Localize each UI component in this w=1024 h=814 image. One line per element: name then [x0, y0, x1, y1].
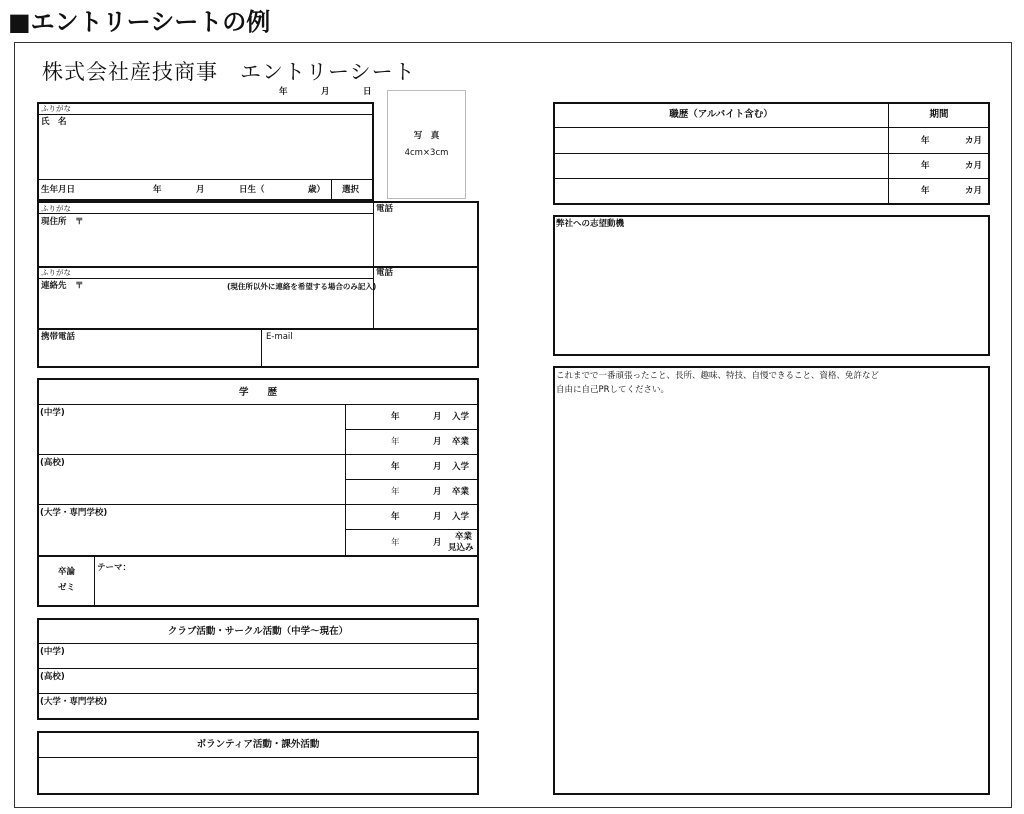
- education-header: 学 歴: [238, 387, 277, 398]
- club-row-university[interactable]: (大学・専門学校): [40, 697, 108, 707]
- age-label: 歳）: [308, 185, 326, 195]
- school-status: 卒業: [452, 437, 470, 447]
- birthdate-label: 生年月日: [41, 185, 76, 195]
- contact-label: 連絡先 〒: [41, 281, 84, 291]
- school-status: 入学: [452, 412, 470, 422]
- theme-label: テーマ：: [97, 563, 132, 573]
- school-status: 入学: [452, 462, 470, 472]
- school-year: 年: [391, 538, 400, 548]
- school-year: 年: [391, 412, 400, 422]
- school-label-high: (高校): [40, 458, 65, 468]
- birth-month-label: 月: [196, 185, 205, 195]
- clubs-header: クラブ活動・サークル活動（中学～現在）: [167, 626, 349, 637]
- page-heading: ■エントリーシートの例: [8, 8, 271, 36]
- school-month: 月: [433, 512, 442, 522]
- phone-label: 電話: [376, 204, 394, 214]
- work-header: 職歴（アルバイト含む）: [669, 109, 773, 120]
- school-year: 年: [391, 462, 400, 472]
- seminar-label: ゼミ: [58, 583, 76, 593]
- school-status: 卒業: [455, 532, 473, 542]
- school-month: 月: [433, 487, 442, 497]
- school-month: 月: [433, 437, 442, 447]
- school-year: 年: [391, 437, 400, 447]
- photo-box[interactable]: [387, 90, 466, 199]
- volunteer-header: ボランティア活動・課外活動: [196, 739, 320, 750]
- self-pr-box[interactable]: [553, 366, 990, 795]
- date-month-label: 月: [321, 87, 330, 97]
- work-year: 年: [921, 161, 930, 171]
- club-row-high[interactable]: (高校): [40, 672, 65, 682]
- sheet-title: 株式会社産技商事 エントリーシート: [42, 60, 416, 84]
- date-year-label: 年: [279, 87, 288, 97]
- work-year: 年: [921, 136, 930, 146]
- phone2-label: 電話: [376, 268, 394, 278]
- thesis-label: 卒論: [58, 567, 76, 577]
- contact-note: (現住所以外に連絡を希望する場合のみ記入): [227, 282, 377, 291]
- school-month: 月: [433, 538, 442, 548]
- birth-day-label: 日生（: [239, 185, 265, 195]
- club-row-junior[interactable]: (中学): [40, 647, 65, 657]
- self-pr-line1: これまでで一番頑張ったこと、長所、趣味、特技、自慢できること、資格、免許など: [556, 371, 880, 381]
- school-status-expected: 見込み: [448, 543, 474, 553]
- school-label-university: (大学・専門学校): [40, 508, 108, 518]
- photo-size: 4cm×3cm: [404, 148, 449, 158]
- school-month: 月: [433, 412, 442, 422]
- school-year: 年: [391, 487, 400, 497]
- photo-title: 写 真: [413, 131, 440, 141]
- furigana-address-label: ふりがな: [41, 204, 71, 213]
- work-year: 年: [921, 186, 930, 196]
- self-pr-line2: 自由に自己PRしてください。: [556, 385, 670, 395]
- school-month: 月: [433, 462, 442, 472]
- address-label: 現住所 〒: [41, 217, 84, 227]
- work-period-header: 期間: [929, 109, 949, 120]
- work-months: カ月: [965, 161, 983, 171]
- furigana-contact-label: ふりがな: [41, 268, 71, 277]
- birth-year-label: 年: [153, 185, 162, 195]
- school-year: 年: [391, 512, 400, 522]
- work-months: カ月: [965, 136, 983, 146]
- date-day-label: 日: [363, 87, 372, 97]
- furigana-label: ふりがな: [41, 104, 71, 113]
- email-label: E-mail: [266, 332, 293, 342]
- gender-select[interactable]: 選択: [342, 185, 360, 195]
- motivation-label: 弊社への志望動機: [556, 219, 625, 229]
- motivation-box[interactable]: [553, 215, 990, 356]
- school-status: 入学: [452, 512, 470, 522]
- school-label-junior: (中学): [40, 408, 65, 418]
- school-status: 卒業: [452, 487, 470, 497]
- name-label: 氏 名: [41, 117, 67, 127]
- work-months: カ月: [965, 186, 983, 196]
- mobile-label: 携帯電話: [41, 332, 76, 342]
